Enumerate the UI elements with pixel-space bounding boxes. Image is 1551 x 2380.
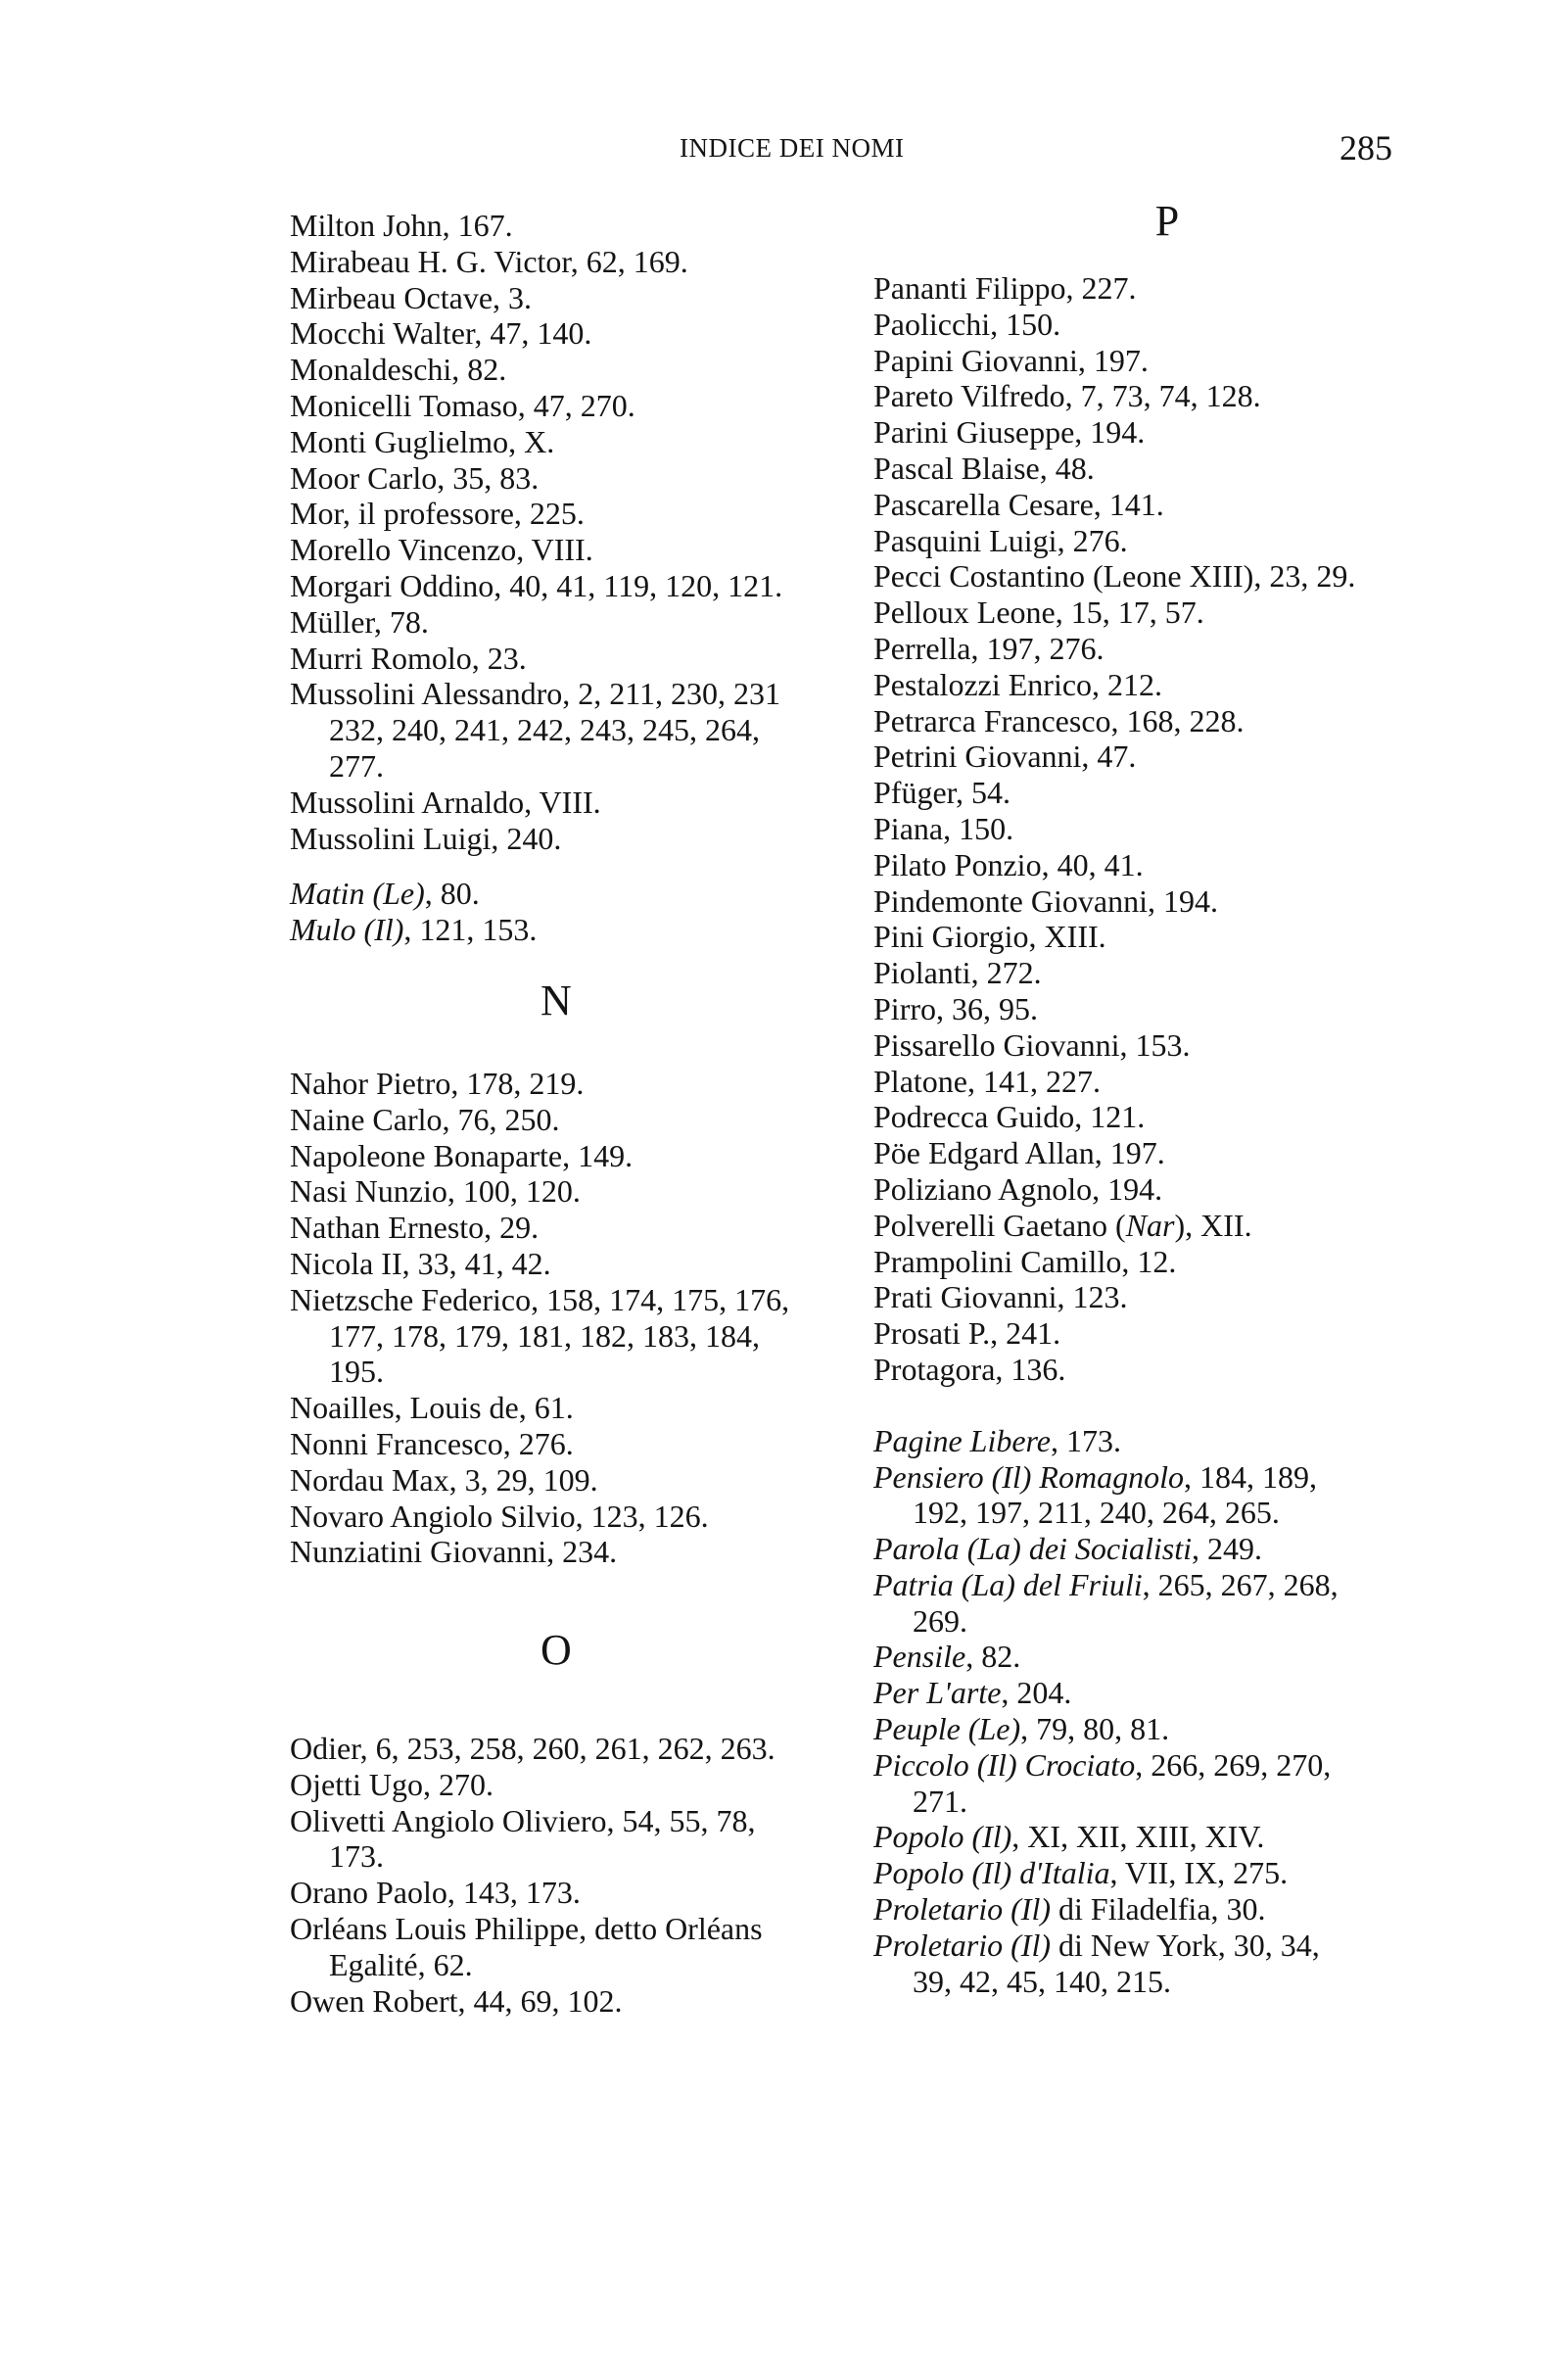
index-entry: Naine Carlo, 76, 250. bbox=[290, 1101, 560, 1137]
periodical-title: Parola (La) dei Socialisti bbox=[873, 1531, 1193, 1567]
p-entries bbox=[873, 270, 1461, 1388]
periodical-refs: , 82. bbox=[965, 1639, 1021, 1675]
periodical-entry bbox=[873, 1819, 1461, 1855]
periodical-entry bbox=[873, 1855, 1461, 1891]
periodical-refs: , 204. bbox=[1001, 1675, 1072, 1711]
periodical-title: Peuple (Le) bbox=[873, 1711, 1021, 1747]
index-column-left bbox=[290, 208, 877, 2019]
periodical-entry bbox=[873, 1891, 1461, 1928]
index-entry: Ojetti Ugo, 270. bbox=[290, 1766, 494, 1802]
periodical-title: Proletario (Il) bbox=[873, 1927, 1051, 1963]
index-entry: Parini Giuseppe, 194. bbox=[873, 414, 1146, 451]
index-entry: Orléans Louis Philippe, detto Orléans Egalité, 62. bbox=[290, 1911, 763, 1982]
entry-alias: Nar bbox=[1125, 1207, 1175, 1243]
periodical-entry bbox=[873, 1639, 1461, 1675]
index-entry: Pareto Vilfredo, 7, 73, 74, 128. bbox=[873, 378, 1261, 414]
periodical-entry bbox=[873, 1459, 1461, 1532]
periodical-entry bbox=[290, 876, 877, 912]
index-entry: Paolicchi, 150. bbox=[873, 306, 1061, 342]
periodical-title: Popolo (Il) d'Italia bbox=[873, 1855, 1110, 1891]
p-periodicals bbox=[873, 1423, 1461, 2000]
index-entry: Mussolini Alessandro, 2, 211, 230, 231 232, 240, 241, 242, 243, 245, 264, 277. bbox=[290, 676, 781, 784]
index-entry: Owen Robert, 44, 69, 102. bbox=[290, 1982, 623, 2019]
index-entry bbox=[873, 1208, 1461, 1244]
index-entry: Pasquini Luigi, 276. bbox=[873, 522, 1128, 558]
index-entry: Platone, 141, 227. bbox=[873, 1063, 1101, 1099]
index-entry: Piolanti, 272. bbox=[873, 955, 1042, 991]
page-header bbox=[0, 128, 1551, 172]
section-letter-n: N bbox=[540, 976, 572, 1024]
periodical-refs: , 266, 269, 270, 271. bbox=[913, 1746, 1332, 1819]
index-entry: Pirro, 36, 95. bbox=[873, 990, 1038, 1026]
periodical-refs: , 184, 189, 192, 197, 211, 240, 264, 265. bbox=[913, 1458, 1317, 1531]
index-entry: Prati Giovanni, 123. bbox=[873, 1279, 1128, 1315]
index-entry: Petrarca Francesco, 168, 228. bbox=[873, 702, 1245, 738]
periodical-title: Patria (La) del Friuli bbox=[873, 1566, 1143, 1602]
entry-name: Polverelli Gaetano ( bbox=[873, 1207, 1126, 1243]
periodical-refs: , XI, XII, XIII, XIV. bbox=[1011, 1819, 1265, 1855]
periodical-title: Piccolo (Il) Crociato bbox=[873, 1746, 1136, 1783]
periodical-refs: , 79, 80, 81. bbox=[1020, 1711, 1170, 1747]
periodical-entry bbox=[873, 1747, 1461, 1820]
index-entry: Pfüger, 54. bbox=[873, 775, 1011, 811]
periodical-refs: , 121, 153. bbox=[403, 912, 538, 948]
index-entry: Poliziano Agnolo, 194. bbox=[873, 1170, 1163, 1207]
periodical-refs: , 173. bbox=[1051, 1422, 1121, 1458]
index-entry: Napoleone Bonaparte, 149. bbox=[290, 1137, 634, 1173]
index-entry: Protagora, 136. bbox=[873, 1351, 1066, 1387]
index-entry: Pissarello Giovanni, 153. bbox=[873, 1026, 1191, 1063]
index-entry: Mussolini Arnaldo, VIII. bbox=[290, 784, 601, 820]
periodical-entry bbox=[873, 1423, 1461, 1459]
periodical-refs: , 80. bbox=[424, 876, 480, 912]
index-entry: Nonni Francesco, 276. bbox=[290, 1425, 574, 1461]
index-entry: Murri Romolo, 23. bbox=[290, 640, 527, 676]
periodical-title: Pensiero (Il) Romagnolo bbox=[873, 1458, 1184, 1495]
index-entry: Pöe Edgard Allan, 197. bbox=[873, 1135, 1165, 1171]
index-entry: Pindemonte Giovanni, 194. bbox=[873, 882, 1218, 919]
m-entries bbox=[290, 208, 877, 856]
periodical-title: Mulo (Il) bbox=[290, 912, 404, 948]
index-entry: Podrecca Guido, 121. bbox=[873, 1099, 1146, 1135]
index-entry: Milton John, 167. bbox=[290, 208, 513, 243]
periodical-entry bbox=[290, 912, 877, 948]
index-entry: Nathan Ernesto, 29. bbox=[290, 1210, 540, 1246]
running-title: INDICE DEI NOMI bbox=[680, 133, 905, 163]
periodical-title: Pensile bbox=[873, 1639, 966, 1675]
m-periodicals bbox=[290, 876, 877, 948]
periodical-title: Matin (Le) bbox=[290, 876, 425, 912]
index-entry: Morello Vincenzo, VIII. bbox=[290, 532, 593, 568]
index-entry: Perrella, 197, 276. bbox=[873, 630, 1104, 666]
section-letter-o: O bbox=[540, 1626, 572, 1675]
page-number: 285 bbox=[1340, 128, 1392, 167]
index-entry: Mirabeau H. G. Victor, 62, 169. bbox=[290, 243, 688, 279]
index-entry: Pestalozzi Enrico, 212. bbox=[873, 666, 1163, 702]
index-entry: Mor, il professore, 225. bbox=[290, 496, 585, 532]
periodical-refs: di Filadelfia, 30. bbox=[1051, 1891, 1266, 1928]
index-entry: Mirbeau Octave, 3. bbox=[290, 279, 533, 315]
periodical-refs: di New York, 30, 34, 39, 42, 45, 140, 215. bbox=[913, 1927, 1320, 1999]
index-entry: Müller, 78. bbox=[290, 603, 429, 640]
periodical-title: Pagine Libere bbox=[873, 1422, 1051, 1458]
index-entry: Petrini Giovanni, 47. bbox=[873, 738, 1137, 775]
periodical-entry bbox=[873, 1928, 1461, 2000]
index-entry: Morgari Oddino, 40, 41, 119, 120, 121. bbox=[290, 567, 783, 603]
periodical-entry bbox=[873, 1675, 1461, 1711]
index-entry: Nordau Max, 3, 29, 109. bbox=[290, 1461, 598, 1498]
index-entry: Olivetti Angiolo Oliviero, 54, 55, 78, 173. bbox=[290, 1802, 756, 1875]
index-entry: Pelloux Leone, 15, 17, 57. bbox=[873, 595, 1204, 631]
index-entry: Piana, 150. bbox=[873, 810, 1014, 846]
entry-refs: ), XII. bbox=[1174, 1207, 1252, 1243]
index-entry: Orano Paolo, 143, 173. bbox=[290, 1875, 581, 1911]
index-entry: Odier, 6, 253, 258, 260, 261, 262, 263. bbox=[290, 1731, 776, 1767]
o-entries bbox=[290, 1731, 877, 2019]
periodical-title: Popolo (Il) bbox=[873, 1819, 1012, 1855]
periodical-title: Proletario (Il) bbox=[873, 1891, 1051, 1928]
periodical-title: Per L'arte bbox=[873, 1675, 1002, 1711]
index-entry: Monaldeschi, 82. bbox=[290, 352, 507, 388]
index-entry: Pecci Costantino (Leone XIII), 23, 29. bbox=[873, 558, 1356, 595]
periodical-refs: , 249. bbox=[1192, 1531, 1263, 1567]
index-entry: Nietzsche Federico, 158, 174, 175, 176, 177, 178, 179, 181, 182, 183, 184, 195. bbox=[290, 1281, 790, 1390]
index-entry: Prampolini Camillo, 12. bbox=[873, 1243, 1177, 1279]
index-entry: Nasi Nunzio, 100, 120. bbox=[290, 1173, 581, 1210]
index-entry: Nunziatini Giovanni, 234. bbox=[290, 1534, 618, 1570]
index-entry: Novaro Angiolo Silvio, 123, 126. bbox=[290, 1498, 709, 1534]
periodical-refs: , VII, IX, 275. bbox=[1109, 1855, 1289, 1891]
index-entry: Prosati P., 241. bbox=[873, 1315, 1061, 1352]
index-entry: Papini Giovanni, 197. bbox=[873, 342, 1149, 378]
periodical-entry bbox=[873, 1711, 1461, 1747]
index-entry: Mocchi Walter, 47, 140. bbox=[290, 315, 592, 352]
index-entry: Monti Guglielmo, X. bbox=[290, 423, 555, 459]
index-entry: Noailles, Louis de, 61. bbox=[290, 1390, 574, 1426]
index-entry: Pananti Filippo, 227. bbox=[873, 270, 1137, 306]
index-entry: Pascal Blaise, 48. bbox=[873, 450, 1095, 486]
periodical-refs: , 265, 267, 268, 269. bbox=[913, 1566, 1339, 1639]
periodical-entry bbox=[873, 1567, 1461, 1640]
index-entry: Pilato Ponzio, 40, 41. bbox=[873, 846, 1144, 882]
n-entries bbox=[290, 1066, 877, 1570]
section-letter-p: P bbox=[1154, 197, 1180, 245]
index-entry: Nicola II, 33, 41, 42. bbox=[290, 1245, 551, 1281]
index-entry: Nahor Pietro, 178, 219. bbox=[290, 1065, 585, 1101]
index-column-right bbox=[873, 197, 1461, 1999]
index-entry: Pini Giorgio, XIII. bbox=[873, 919, 1106, 955]
index-entry: Moor Carlo, 35, 83. bbox=[290, 459, 540, 496]
index-entry: Monicelli Tomaso, 47, 270. bbox=[290, 387, 635, 423]
index-entry: Mussolini Luigi, 240. bbox=[290, 820, 562, 856]
index-entry: Pascarella Cesare, 141. bbox=[873, 486, 1164, 522]
periodical-entry bbox=[873, 1531, 1461, 1567]
